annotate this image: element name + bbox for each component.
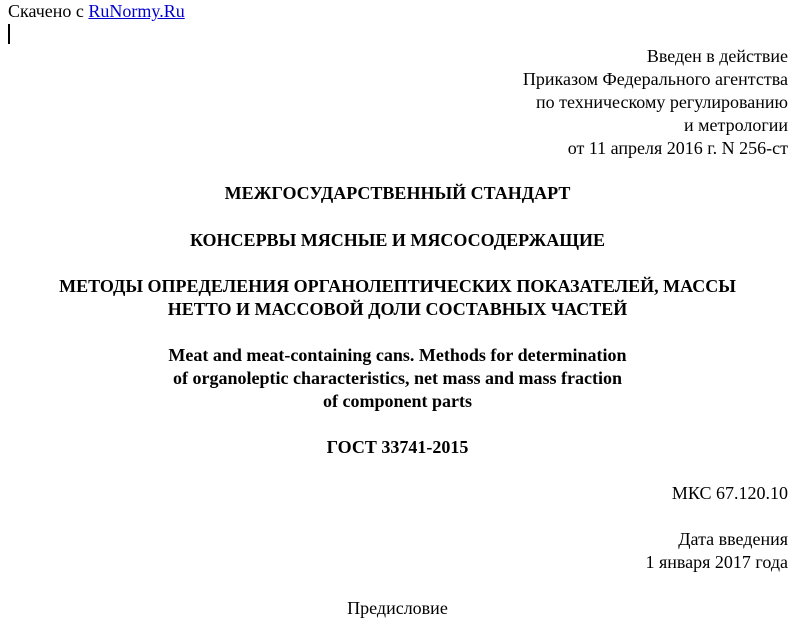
methods-ru-heading [0, 275, 790, 321]
standard-type-heading [0, 182, 790, 205]
title-en-line: Meat and meat-containing cans. Methods for determination [168, 345, 627, 365]
title-en-heading [0, 344, 790, 413]
gost-number-heading [0, 436, 790, 459]
methods-ru-line: МЕТОДЫ ОПРЕДЕЛЕНИЯ ОРГАНОЛЕПТИЧЕСКИХ ПОКАЗАТЕЛЕЙ, МАССЫ [59, 276, 736, 296]
enactment-block [523, 45, 788, 160]
foreword-heading: Предисловие [347, 598, 448, 618]
enactment-line: и метрологии [684, 115, 788, 135]
intro-date-value: 1 января 2017 года [645, 552, 788, 572]
text-cursor [8, 24, 10, 44]
methods-ru-line: НЕТТО И МАССОВОЙ ДОЛИ СОСТАВНЫХ ЧАСТЕЙ [167, 299, 628, 319]
download-source-line [8, 0, 185, 23]
enactment-line: от 11 апреля 2016 г. N 256-ст [567, 138, 788, 158]
title-en-line: of organoleptic characteristics, net mass and mass fraction [173, 368, 622, 388]
download-source-prefix: Скачено с [8, 1, 84, 21]
runormy-link[interactable]: RuNormy.Ru [88, 1, 185, 21]
title-ru-heading [0, 229, 790, 252]
intro-date-block [645, 528, 788, 574]
title-ru-text: КОНСЕРВЫ МЯСНЫЕ И МЯСОСОДЕРЖАЩИЕ [189, 230, 606, 250]
intro-date-label: Дата введения [678, 529, 788, 549]
enactment-line: Введен в действие [646, 46, 788, 66]
enactment-line: по техническому регулированию [535, 92, 788, 112]
standard-type-text: МЕЖГОСУДАРСТВЕННЫЙ СТАНДАРТ [224, 183, 571, 203]
mks-code: МКС 67.120.10 [671, 483, 788, 503]
title-en-line: of component parts [323, 391, 472, 411]
gost-number-text: ГОСТ 33741-2015 [326, 437, 469, 457]
enactment-line: Приказом Федерального агентства [522, 69, 788, 89]
